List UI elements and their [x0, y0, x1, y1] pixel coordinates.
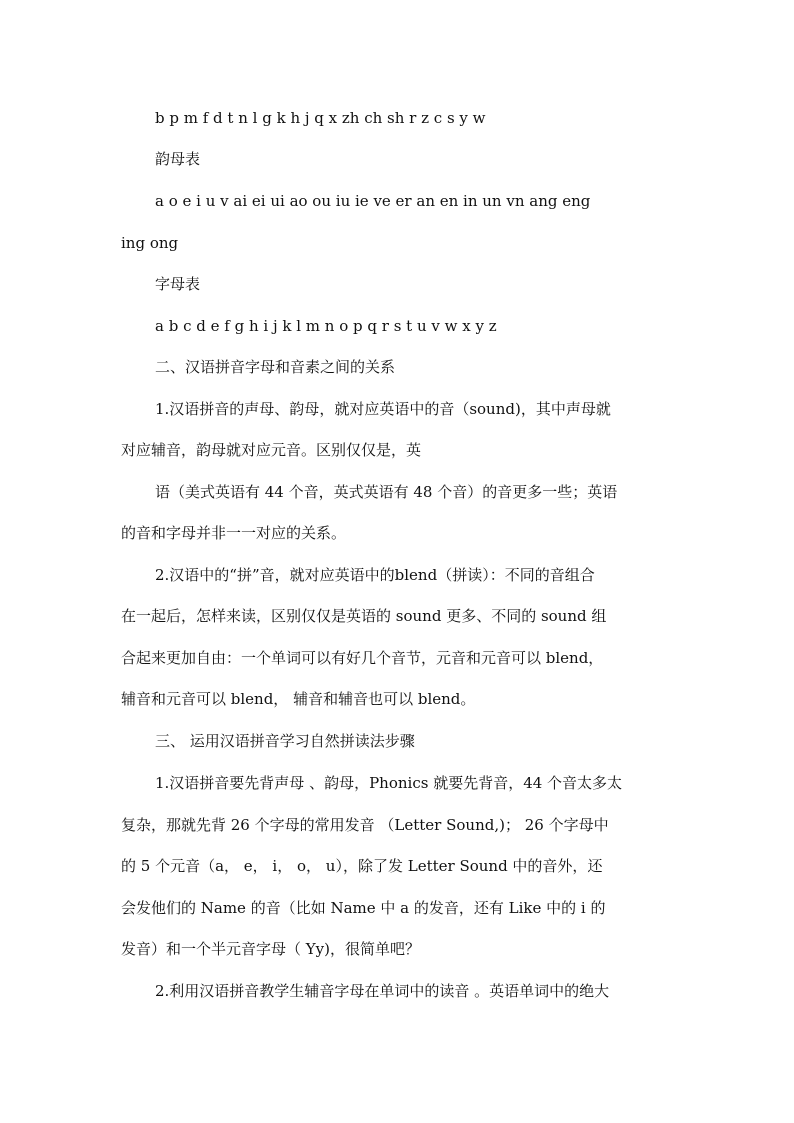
paragraph-line: 合起来更加自由：一个单词可以有好几个音节，元音和元音可以 blend， [121, 649, 604, 667]
paragraph-line: 语（美式英语有 44 个音，英式英语有 48 个音）的音更多一些；英语 [155, 483, 618, 501]
section-heading-3: 三、 运用汉语拼音学习自然拼读法步骤 [155, 732, 415, 750]
paragraph-line: 的音和字母并非一一对应的关系。 [121, 524, 347, 542]
alphabet-table-heading: 字母表 [155, 275, 201, 293]
finals-table-heading: 韵母表 [155, 150, 201, 168]
paragraph-line: 辅音和元音可以 blend， 辅音和辅音也可以 blend。 [121, 690, 476, 708]
paragraph-line: 会发他们的 Name 的音（比如 Name 中 a 的发音，还有 Like 中的 i 的 [121, 899, 606, 917]
initials-list: b p m f d t n l g k h j q x zh ch sh r z c s y w [155, 109, 486, 127]
finals-list: a o e i u v ai ei ui ao ou iu ie ve er an en in un vn ang eng [155, 192, 591, 210]
section-heading-2: 二、汉语拼音字母和音素之间的关系 [155, 358, 396, 376]
finals-list-continued: ing ong [121, 234, 179, 252]
paragraph-line: 1.汉语拼音要先背声母 、韵母，Phonics 就要先背音，44 个音太多太 [155, 774, 623, 792]
paragraph-line: 在一起后，怎样来读，区别仅仅是英语的 sound 更多、不同的 sound 组 [121, 607, 607, 625]
paragraph-line: 的 5 个元音（a， e， i， o， u），除了发 Letter Sound 中的音外，还 [121, 857, 603, 875]
paragraph-line: 发音）和一个半元音字母（ Yy)，很简单吧？ [121, 940, 420, 958]
alphabet-list: a b c d e f g h i j k l m n o p q r s t u v w x y z [155, 317, 497, 335]
paragraph-line: 复杂，那就先背 26 个字母的常用发音 （Letter Sound,)； 26 个字母中 [121, 816, 609, 834]
paragraph-line: 2.汉语中的“拼”音，就对应英语中的blend（拼读）：不同的音组合 [155, 566, 595, 584]
paragraph-line: 2.利用汉语拼音教学生辅音字母在单词中的读音 。英语单词中的绝大 [155, 982, 610, 1000]
paragraph-line: 对应辅音，韵母就对应元音。区别仅仅是，英 [121, 441, 422, 459]
paragraph-line: 1.汉语拼音的声母、韵母，就对应英语中的音（sound)，其中声母就 [155, 400, 611, 418]
